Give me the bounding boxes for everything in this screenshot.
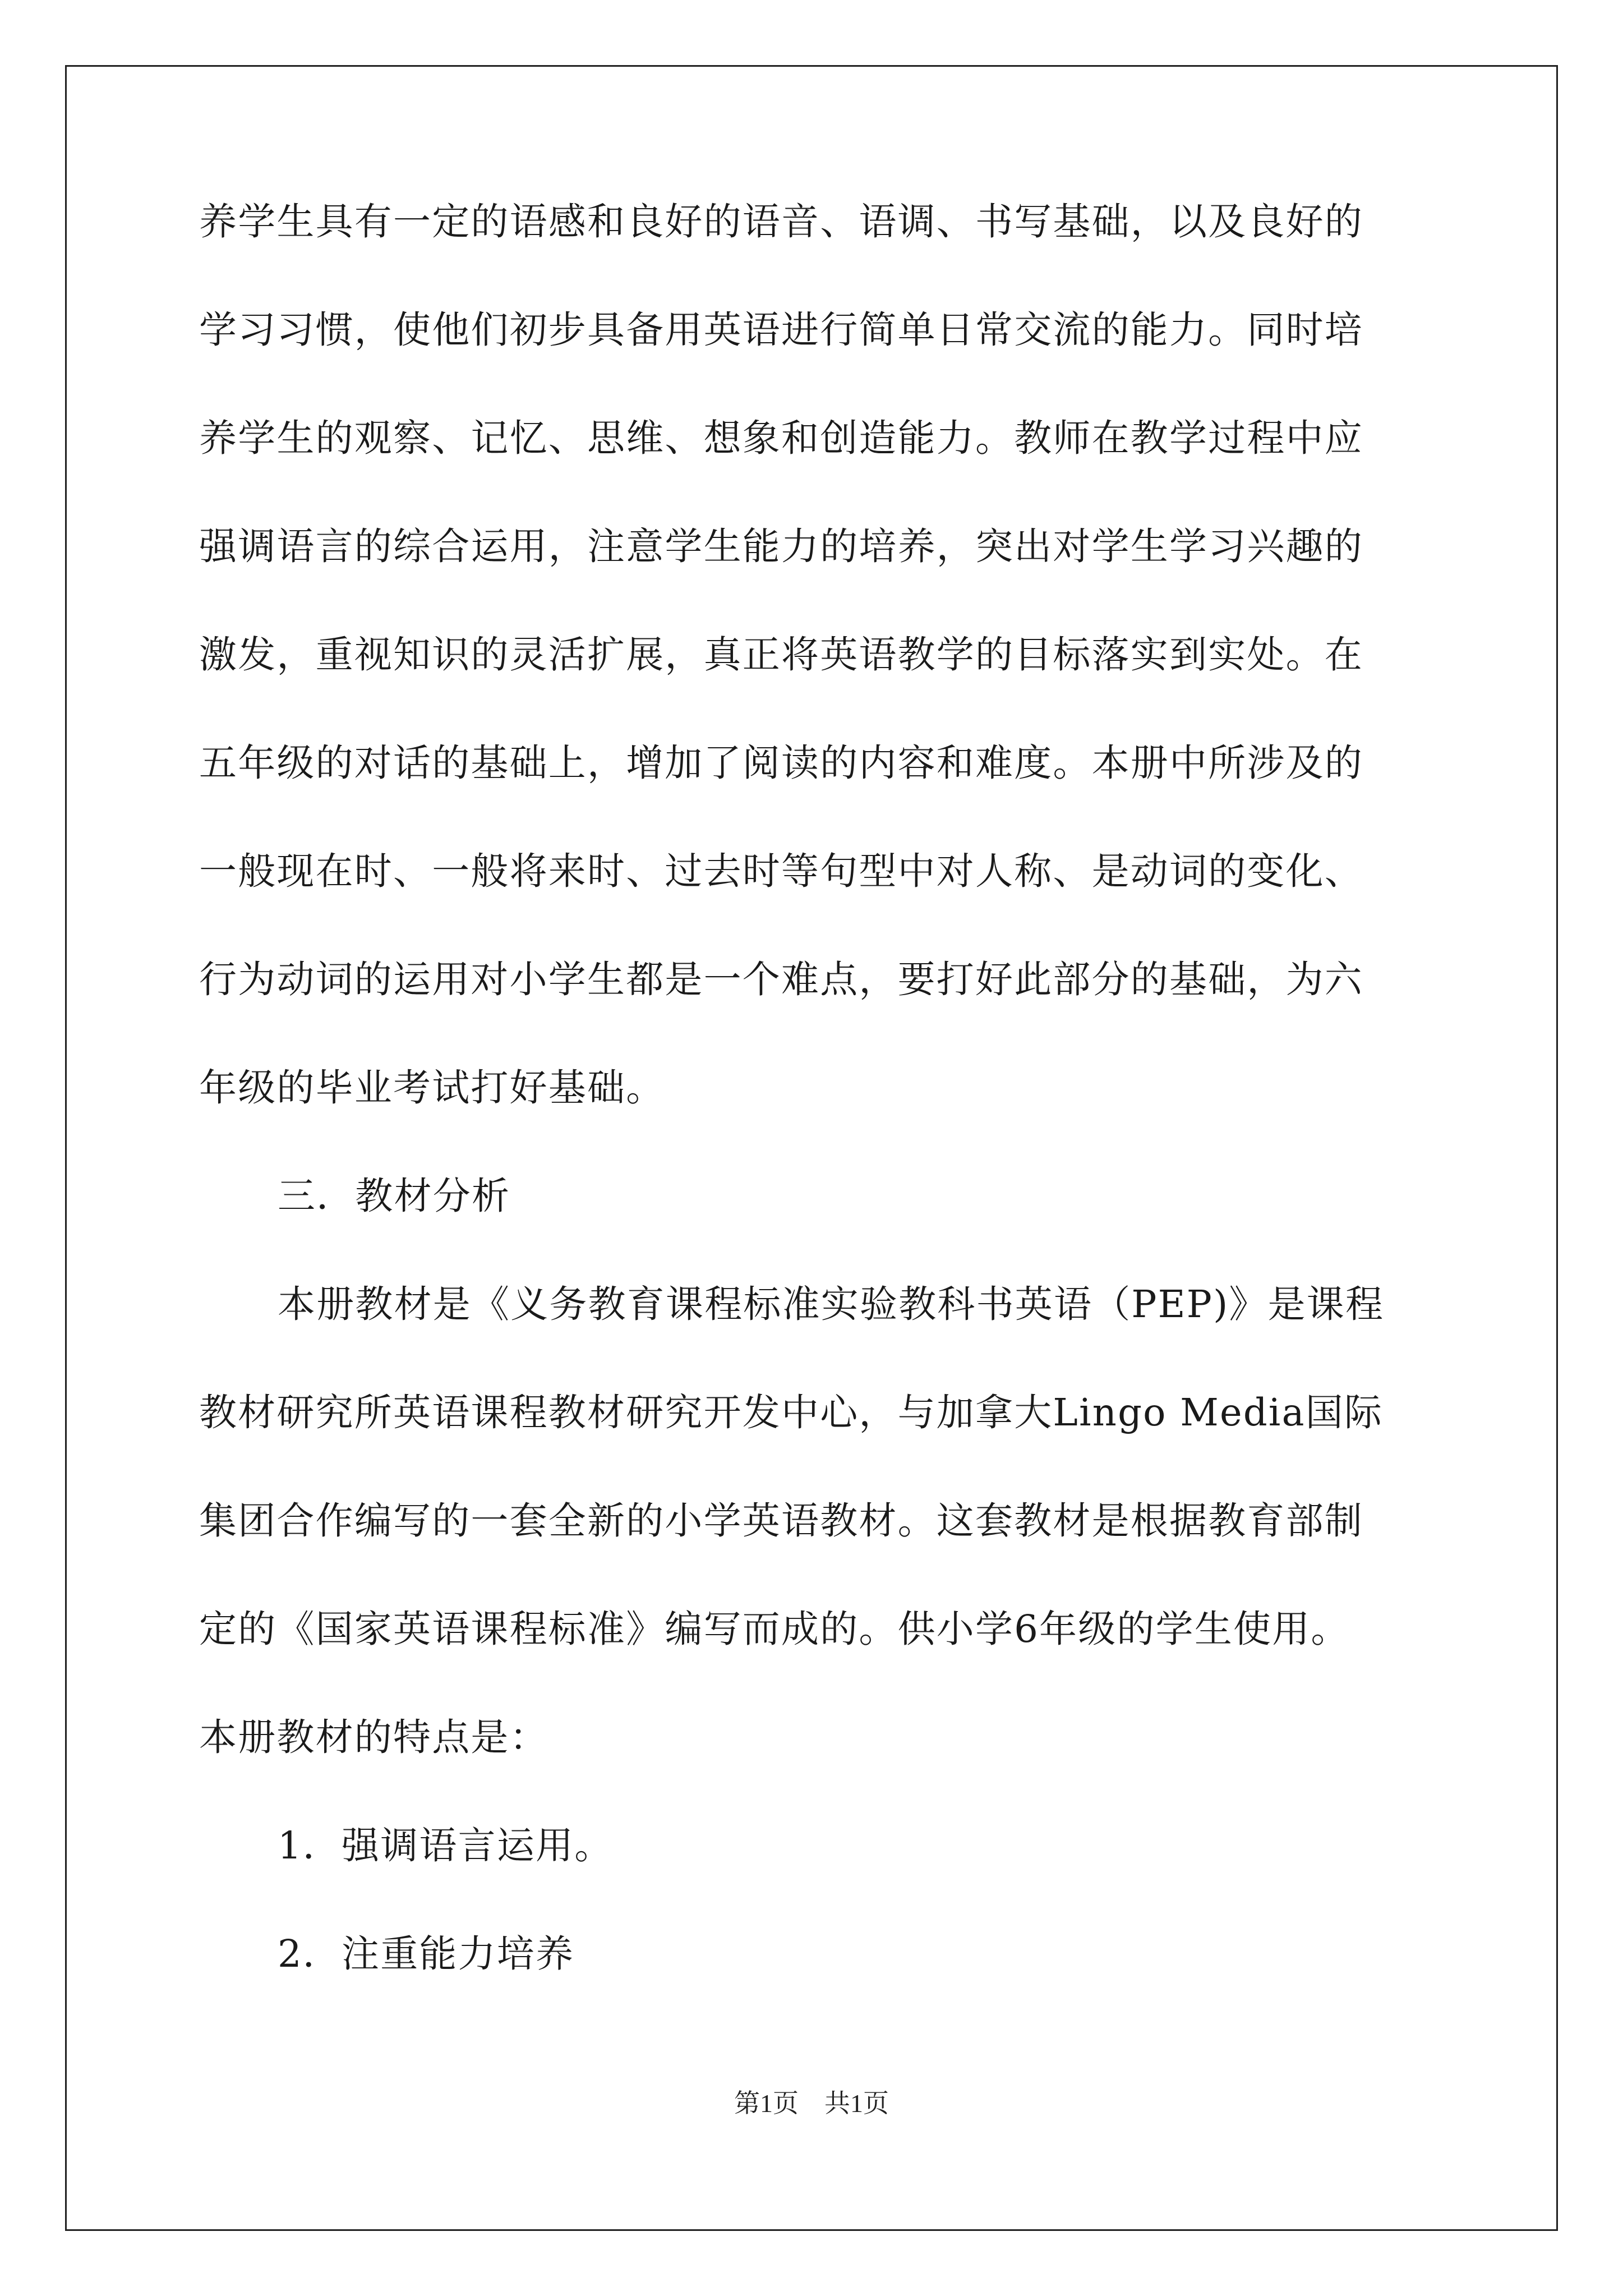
paragraph-line: 强调语言的综合运用，注意学生能力的培养，突出对学生学习兴趣的 <box>199 524 1363 568</box>
paragraph-line: 养学生具有一定的语感和良好的语音、语调、书写基础，以及良好的 <box>199 200 1363 243</box>
page-border <box>65 65 1558 2231</box>
paragraph-line: 定的《国家英语课程标准》编写而成的。供小学6年级的学生使用。 <box>199 1607 1350 1651</box>
paragraph-line: 一般现在时、一般将来时、过去时等句型中对人称、是动词的变化、 <box>199 849 1363 893</box>
paragraph-line: 学习习惯，使他们初步具备用英语进行简单日常交流的能力。同时培 <box>199 308 1363 352</box>
paragraph-line: 集团合作编写的一套全新的小学英语教材。这套教材是根据教育部制 <box>199 1499 1363 1543</box>
paragraph-line: 教材研究所英语课程教材研究开发中心，与加拿大Lingo Media国际 <box>199 1391 1384 1434</box>
paragraph-line: 养学生的观察、记忆、思维、想象和创造能力。教师在教学过程中应 <box>199 416 1363 460</box>
paragraph-line: 本册教材的特点是： <box>199 1715 548 1759</box>
list-item: 1．强调语言运用。 <box>278 1824 614 1867</box>
list-item: 2．注重能力培养 <box>278 1932 575 1976</box>
page-footer: 第1页 共1页 <box>734 2089 889 2118</box>
paragraph-line: 五年级的对话的基础上，增加了阅读的内容和难度。本册中所涉及的 <box>199 741 1363 785</box>
paragraph-line: 行为动词的运用对小学生都是一个难点，要打好此部分的基础，为六 <box>199 958 1363 1001</box>
paragraph-line: 激发，重视知识的灵活扩展，真正将英语教学的目标落实到实处。在 <box>199 633 1363 677</box>
paragraph-line: 本册教材是《义务教育课程标准实验教科书英语（PEP)》是课程 <box>278 1282 1385 1326</box>
paragraph-line: 年级的毕业考试打好基础。 <box>199 1066 665 1110</box>
section-heading: 三．教材分析 <box>278 1174 511 1218</box>
